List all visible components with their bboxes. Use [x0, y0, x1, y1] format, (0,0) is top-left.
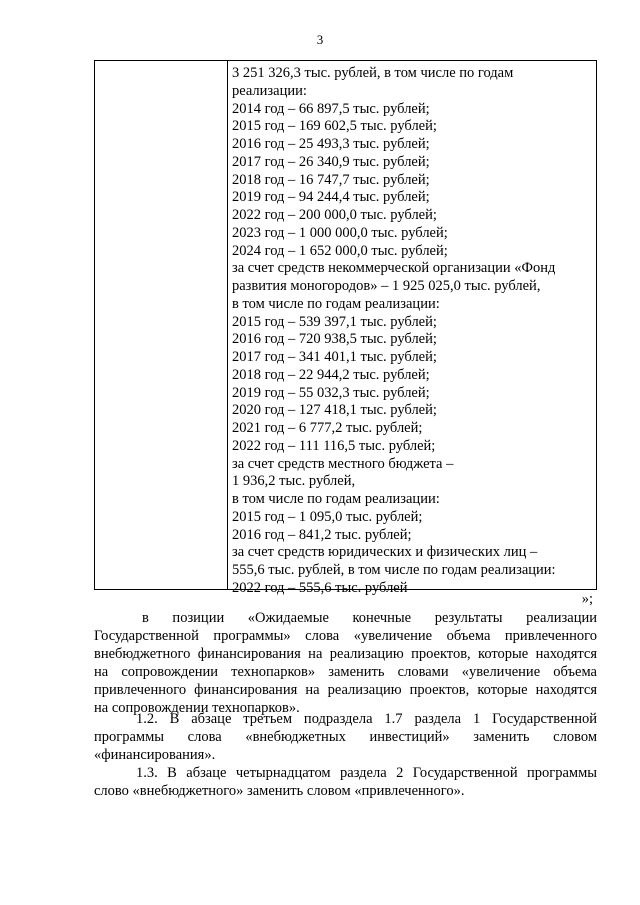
paragraph-expected-results [94, 609, 597, 717]
funding-line: 1 936,2 тыс. рублей, [232, 473, 356, 490]
funding-line: 2019 год – 55 032,3 тыс. рублей; [232, 384, 430, 401]
paragraph-line: на сопровождении технопарков» заменить словами «увеличение объема [94, 664, 597, 680]
funding-line: 2015 год – 1 095,0 тыс. рублей; [232, 508, 423, 525]
paragraph-line: внебюджетного финансирования на реализацию проектов, которые находятся [94, 646, 597, 662]
funding-line: 2016 год – 720 938,5 тыс. рублей; [232, 331, 437, 348]
funding-line: 2022 год – 555,6 тыс. рублей [232, 579, 408, 596]
paragraph-line: Государственной программы» слова «увеличение объема привлеченного [94, 628, 597, 644]
paragraph-line: привлеченного финансирования на реализацию проектов, которые находятся [94, 682, 597, 698]
paragraph-line: в позиции «Ожидаемые конечные результаты реализации [142, 610, 597, 626]
funding-line: 2015 год – 169 602,5 тыс. рублей; [232, 118, 437, 135]
funding-line: 2017 год – 341 401,1 тыс. рублей; [232, 349, 437, 365]
table-column-divider [227, 61, 228, 589]
funding-line: за счет средств местного бюджета – [232, 455, 454, 472]
funding-line: за счет средств юридических и физических лиц – [232, 544, 538, 561]
funding-line: 2022 год – 111 116,5 тыс. рублей; [232, 437, 436, 454]
paragraph-item-1-2 [94, 710, 597, 764]
paragraph-line: слово «внебюджетного» заменить словом «привлеченного». [94, 783, 465, 799]
funding-line: 2016 год – 841,2 тыс. рублей; [232, 526, 412, 543]
funding-line: 2018 год – 22 944,2 тыс. рублей; [232, 366, 430, 383]
funding-line: 2024 год – 1 652 000,0 тыс. рублей; [232, 242, 448, 259]
paragraph-item-1-3 [94, 764, 597, 800]
funding-line: 555,6 тыс. рублей, в том числе по годам реализации: [232, 562, 556, 578]
funding-line: 2023 год – 1 000 000,0 тыс. рублей; [232, 224, 448, 241]
paragraph-line: «финансирования». [94, 747, 216, 763]
paragraph-line: на сопровождении технопарков». [94, 700, 300, 716]
paragraph-line: 1.2. В абзаце третьем подраздела 1.7 раздела 1 Государственной [136, 711, 597, 727]
funding-line: 2022 год – 200 000,0 тыс. рублей; [232, 207, 437, 223]
funding-line: 2014 год – 66 897,5 тыс. рублей; [232, 100, 430, 117]
funding-table [94, 60, 597, 596]
funding-line: в том числе по годам реализации: [232, 491, 440, 507]
paragraph-line: программы слова «внебюджетных инвестиций» заменить словом [94, 729, 597, 745]
page-number: 3 [316, 32, 324, 47]
closing-quote: »; [581, 591, 593, 607]
funding-line: 2016 год – 25 493,3 тыс. рублей; [232, 136, 430, 152]
funding-line: 2020 год – 127 418,1 тыс. рублей; [232, 402, 437, 419]
funding-line: 2017 год – 26 340,9 тыс. рублей; [232, 153, 430, 170]
funding-line: 2019 год – 94 244,4 тыс. рублей; [232, 189, 430, 206]
funding-line: в том числе по годам реализации: [232, 295, 440, 312]
funding-line: за счет средств некоммерческой организации «Фонд [232, 260, 556, 277]
funding-line: 2015 год – 539 397,1 тыс. рублей; [232, 313, 437, 330]
funding-details-cell [232, 65, 592, 598]
funding-line: 3 251 326,3 тыс. рублей, в том числе по годам [232, 65, 514, 81]
funding-line: развития моногородов» – 1 925 025,0 тыс. рублей, [232, 278, 541, 294]
funding-line: реализации: [232, 82, 307, 99]
funding-line: 2018 год – 16 747,7 тыс. рублей; [232, 171, 430, 188]
paragraph-line: 1.3. В абзаце четырнадцатом раздела 2 Государственной программы [136, 765, 597, 781]
funding-line: 2021 год – 6 777,2 тыс. рублей; [232, 420, 423, 436]
